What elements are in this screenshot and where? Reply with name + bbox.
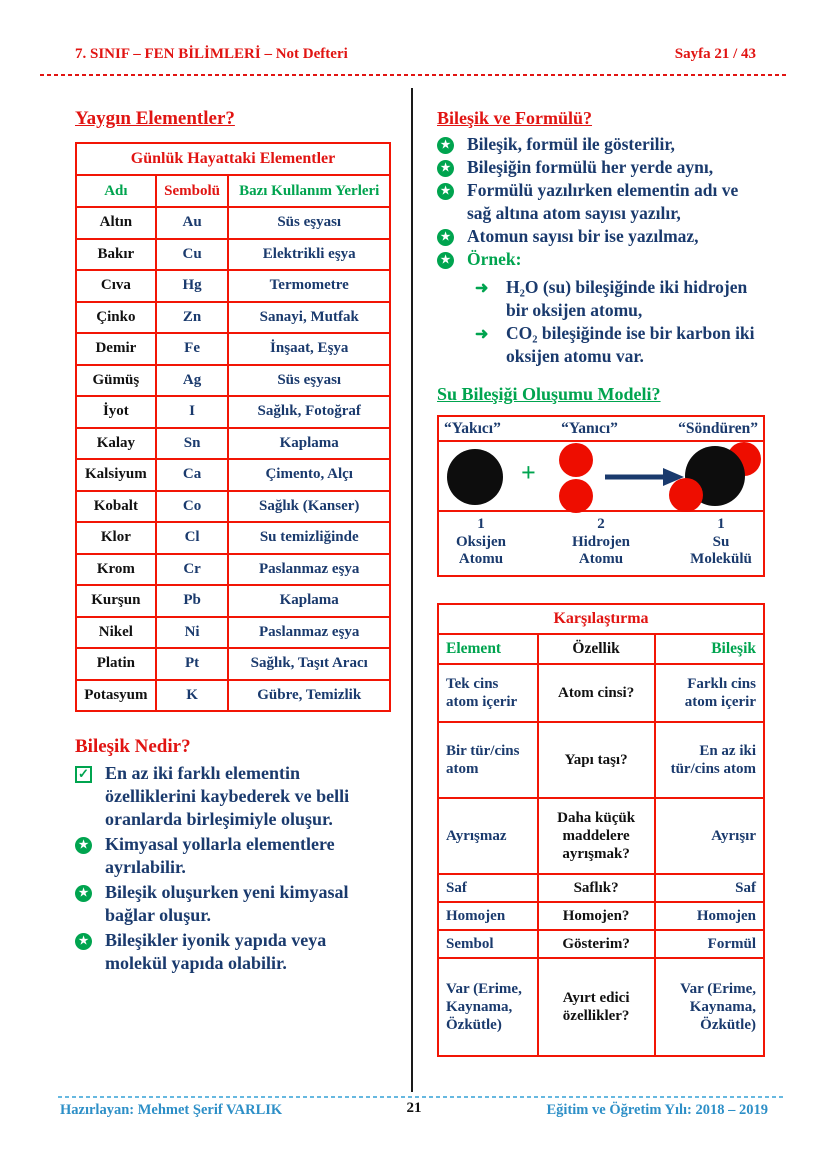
bullet-item [437, 248, 765, 271]
element-row [76, 680, 390, 712]
comparison-compound-cell: Ayrışır [655, 798, 764, 874]
comparison-property-cell: Homojen? [538, 902, 655, 930]
element-name: Nikel [76, 617, 156, 649]
common-elements-heading: Yaygın Elementler? [75, 108, 235, 129]
example-text: CO₂ bileşiğinde ise bir karbon iki oksijen atomu var. [506, 322, 755, 366]
element-symbol: Cl [156, 522, 229, 554]
element-row [76, 207, 390, 239]
element-row [76, 333, 390, 365]
bullet-item [75, 881, 391, 927]
example-text: H₂O (su) bileşiğinde iki hidrojen bir oksijen atomu, [506, 276, 748, 320]
elements-table-header-row [76, 175, 390, 207]
elements-col-header: Adı [76, 175, 156, 207]
element-name: Kalay [76, 428, 156, 460]
compound-heading: Bileşik Nedir? [75, 736, 191, 757]
element-use: Paslanmaz eşya [228, 617, 390, 649]
element-row [76, 554, 390, 586]
water-model-heading: Su Bileşiği Oluşumu Modeli? [437, 383, 661, 404]
star-icon: ★ [437, 160, 454, 177]
star-icon: ★ [437, 229, 454, 246]
model-bottom-label [523, 516, 679, 569]
comparison-col-header: Bileşik [655, 634, 764, 664]
comparison-element-cell: Ayrışmaz [438, 798, 538, 874]
model-bottom-label-line: Molekülü [690, 551, 752, 568]
model-bottom-label-line: Atomu [458, 551, 504, 568]
formula-heading: Bileşik ve Formülü? [437, 108, 593, 128]
elements-col-header: Sembolü [156, 175, 229, 207]
comparison-element-cell: Homojen [438, 902, 538, 930]
elements-table-title: Günlük Hayattaki Elementler [76, 143, 390, 175]
bullet-text: Örnek: [467, 249, 522, 270]
element-symbol: Sn [156, 428, 229, 460]
element-symbol: Au [156, 207, 229, 239]
element-use: Su temizliğinde [228, 522, 390, 554]
element-use: İnşaat, Eşya [228, 333, 390, 365]
element-row [76, 428, 390, 460]
star-icon: ★ [75, 885, 92, 902]
element-name: Krom [76, 554, 156, 586]
element-name: Cıva [76, 270, 156, 302]
bullet-item [437, 133, 765, 156]
element-row [76, 270, 390, 302]
element-name: Kurşun [76, 585, 156, 617]
element-use: Elektrikli eşya [228, 239, 390, 271]
comparison-compound-cell: Homojen [655, 902, 764, 930]
comparison-compound-cell: Farklı cins atom içerir [655, 664, 764, 722]
model-top-label: “Yanıcı” [561, 419, 618, 437]
comparison-row [438, 958, 764, 1056]
comparison-element-cell: Var (Erime, Kaynama, Özkütle) [438, 958, 538, 1056]
star-icon: ★ [75, 933, 92, 950]
model-bottom-label [439, 516, 523, 569]
element-use: Süs eşyası [228, 207, 390, 239]
bullet-text: Bileşik, formül ile gösterilir, [467, 134, 675, 154]
element-use: Çimento, Alçı [228, 459, 390, 491]
element-symbol: Cu [156, 239, 229, 271]
element-symbol: Hg [156, 270, 229, 302]
comparison-col-header: Özellik [538, 634, 655, 664]
footer-page-number: 21 [406, 1100, 422, 1116]
element-row [76, 491, 390, 523]
element-use: Süs eşyası [228, 365, 390, 397]
element-name: Kalsiyum [76, 459, 156, 491]
oxygen-atom-circle [447, 449, 503, 505]
comparison-col-header: Element [438, 634, 538, 664]
element-name: Çinko [76, 302, 156, 334]
element-name: İyot [76, 396, 156, 428]
bullet-text: Bileşik oluşurken yeni kimyasal bağlar oluşur. [105, 882, 349, 926]
element-use: Termometre [228, 270, 390, 302]
bullet-item [437, 225, 765, 248]
element-row [76, 302, 390, 334]
comparison-row [438, 722, 764, 798]
example-list [437, 276, 765, 368]
comparison-compound-cell: Formül [655, 930, 764, 958]
footer-divider-dashed-line [58, 1096, 786, 1098]
bullet-item [75, 833, 391, 879]
element-symbol: K [156, 680, 229, 712]
elements-table-body [76, 207, 390, 711]
element-symbol: Ni [156, 617, 229, 649]
element-symbol: Co [156, 491, 229, 523]
comparison-row [438, 930, 764, 958]
element-row [76, 239, 390, 271]
model-bottom-label-line: 1 [717, 515, 725, 532]
water-model-diagram [437, 415, 765, 577]
element-row [76, 396, 390, 428]
star-icon: ★ [437, 252, 454, 269]
comparison-property-cell: Saflık? [538, 874, 655, 902]
water-molecule-hydrogen-circle [669, 478, 703, 512]
bullet-text: Atomun sayısı bir ise yazılmaz, [467, 226, 699, 247]
elements-col-header: Bazı Kullanım Yerleri [228, 175, 390, 207]
bullet-item [75, 929, 391, 975]
bullet-text: Bileşikler iyonik yapıda veya molekül yapıda olabilir. [105, 930, 327, 974]
model-bottom-label-line: Atomu [578, 551, 624, 568]
model-bottom-label-line: Hidrojen [571, 533, 631, 550]
checkbox-icon: ✓ [75, 766, 92, 783]
hydrogen-atom-circle [559, 443, 593, 477]
element-name: Potasyum [76, 680, 156, 712]
example-item [475, 322, 765, 368]
comparison-row [438, 902, 764, 930]
star-icon: ★ [75, 837, 92, 854]
model-circles-row [439, 442, 763, 512]
hydrogen-atom-circle [559, 479, 593, 513]
element-use: Kaplama [228, 428, 390, 460]
element-symbol: I [156, 396, 229, 428]
formula-bullet-list [437, 133, 765, 272]
column-divider-line [411, 88, 413, 1092]
comparison-property-cell: Yapı taşı? [538, 722, 655, 798]
element-name: Gümüş [76, 365, 156, 397]
element-symbol: Zn [156, 302, 229, 334]
element-name: Kobalt [76, 491, 156, 523]
comparison-compound-cell: Var (Erime, Kaynama, Özkütle) [655, 958, 764, 1056]
arrow-icon: ➜ [475, 325, 489, 343]
element-use: Kaplama [228, 585, 390, 617]
model-top-label: “Söndüren” [678, 419, 758, 437]
example-item [475, 276, 765, 322]
element-use: Sağlık (Kanser) [228, 491, 390, 523]
comparison-row [438, 664, 764, 722]
element-name: Demir [76, 333, 156, 365]
comparison-compound-cell: En az iki tür/cins atom [655, 722, 764, 798]
model-bottom-label-line: 2 [597, 515, 605, 532]
comparison-compound-cell: Saf [655, 874, 764, 902]
element-name: Platin [76, 648, 156, 680]
bullet-text: Kimyasal yollarla elementlere ayrılabilir. [105, 834, 335, 878]
element-row [76, 365, 390, 397]
bullet-item [437, 179, 765, 225]
comparison-row [438, 874, 764, 902]
element-symbol: Ca [156, 459, 229, 491]
plus-sign: + [521, 457, 536, 487]
model-bottom-label-line: 1 [477, 515, 485, 532]
page-header-page-label: Sayfa 21 / 43 [674, 46, 756, 62]
comparison-property-cell: Atom cinsi? [538, 664, 655, 722]
element-row [76, 585, 390, 617]
model-top-labels [439, 417, 763, 442]
comparison-header-row [438, 634, 764, 664]
compound-bullet-list [75, 762, 391, 975]
bullet-item [75, 762, 391, 831]
comparison-property-cell: Ayırt edici özellikler? [538, 958, 655, 1056]
bullet-text: Formülü yazılırken elementin adı ve sağ altına atom sayısı yazılır, [467, 180, 739, 224]
model-top-label: “Yakıcı” [444, 419, 501, 437]
footer-school-year: Eğitim ve Öğretim Yılı: 2018 – 2019 [546, 1102, 768, 1118]
element-use: Paslanmaz eşya [228, 554, 390, 586]
element-use: Sanayi, Mutfak [228, 302, 390, 334]
element-row [76, 522, 390, 554]
comparison-table [437, 603, 765, 1057]
element-use: Sağlık, Fotoğraf [228, 396, 390, 428]
model-bottom-label [679, 516, 763, 569]
element-symbol: Pt [156, 648, 229, 680]
comparison-property-cell: Daha küçük maddelere ayrışmak? [538, 798, 655, 874]
elements-table [75, 142, 391, 712]
comparison-table-body [438, 664, 764, 1056]
element-use: Gübre, Temizlik [228, 680, 390, 712]
star-icon: ★ [437, 183, 454, 200]
element-symbol: Fe [156, 333, 229, 365]
page-header-title: 7. SINIF – FEN BİLİMLERİ – Not Defteri [75, 46, 348, 62]
arrow-icon: ➜ [475, 279, 489, 297]
element-symbol: Pb [156, 585, 229, 617]
element-symbol: Ag [156, 365, 229, 397]
comparison-row [438, 798, 764, 874]
comparison-element-cell: Saf [438, 874, 538, 902]
element-symbol: Cr [156, 554, 229, 586]
element-name: Altın [76, 207, 156, 239]
bullet-item [437, 156, 765, 179]
left-column [75, 100, 391, 975]
model-bottom-labels [439, 512, 763, 575]
element-row [76, 648, 390, 680]
element-name: Klor [76, 522, 156, 554]
comparison-property-cell: Gösterim? [538, 930, 655, 958]
comparison-title-row [438, 604, 764, 634]
comparison-table-title: Karşılaştırma [438, 604, 764, 634]
comparison-element-cell: Bir tür/cins atom [438, 722, 538, 798]
bullet-text: Bileşiğin formülü her yerde aynı, [467, 157, 714, 178]
element-use: Sağlık, Taşıt Aracı [228, 648, 390, 680]
comparison-element-cell: Sembol [438, 930, 538, 958]
element-name: Bakır [76, 239, 156, 271]
comparison-element-cell: Tek cins atom içerir [438, 664, 538, 722]
header-divider-dashed-line [40, 74, 788, 76]
bullet-text: En az iki farklı elementin özelliklerini kaybederek ve belli oranlarda birleşimiyle oluşur. [105, 763, 350, 830]
footer-author: Hazırlayan: Mehmet Şerif VARLIK [60, 1102, 283, 1118]
elements-table-title-row [76, 143, 390, 175]
star-icon: ★ [437, 137, 454, 154]
right-column [437, 100, 765, 1057]
model-bottom-label-line: Su [712, 533, 730, 550]
model-bottom-label-line: Oksijen [455, 533, 506, 550]
element-row [76, 617, 390, 649]
element-row [76, 459, 390, 491]
